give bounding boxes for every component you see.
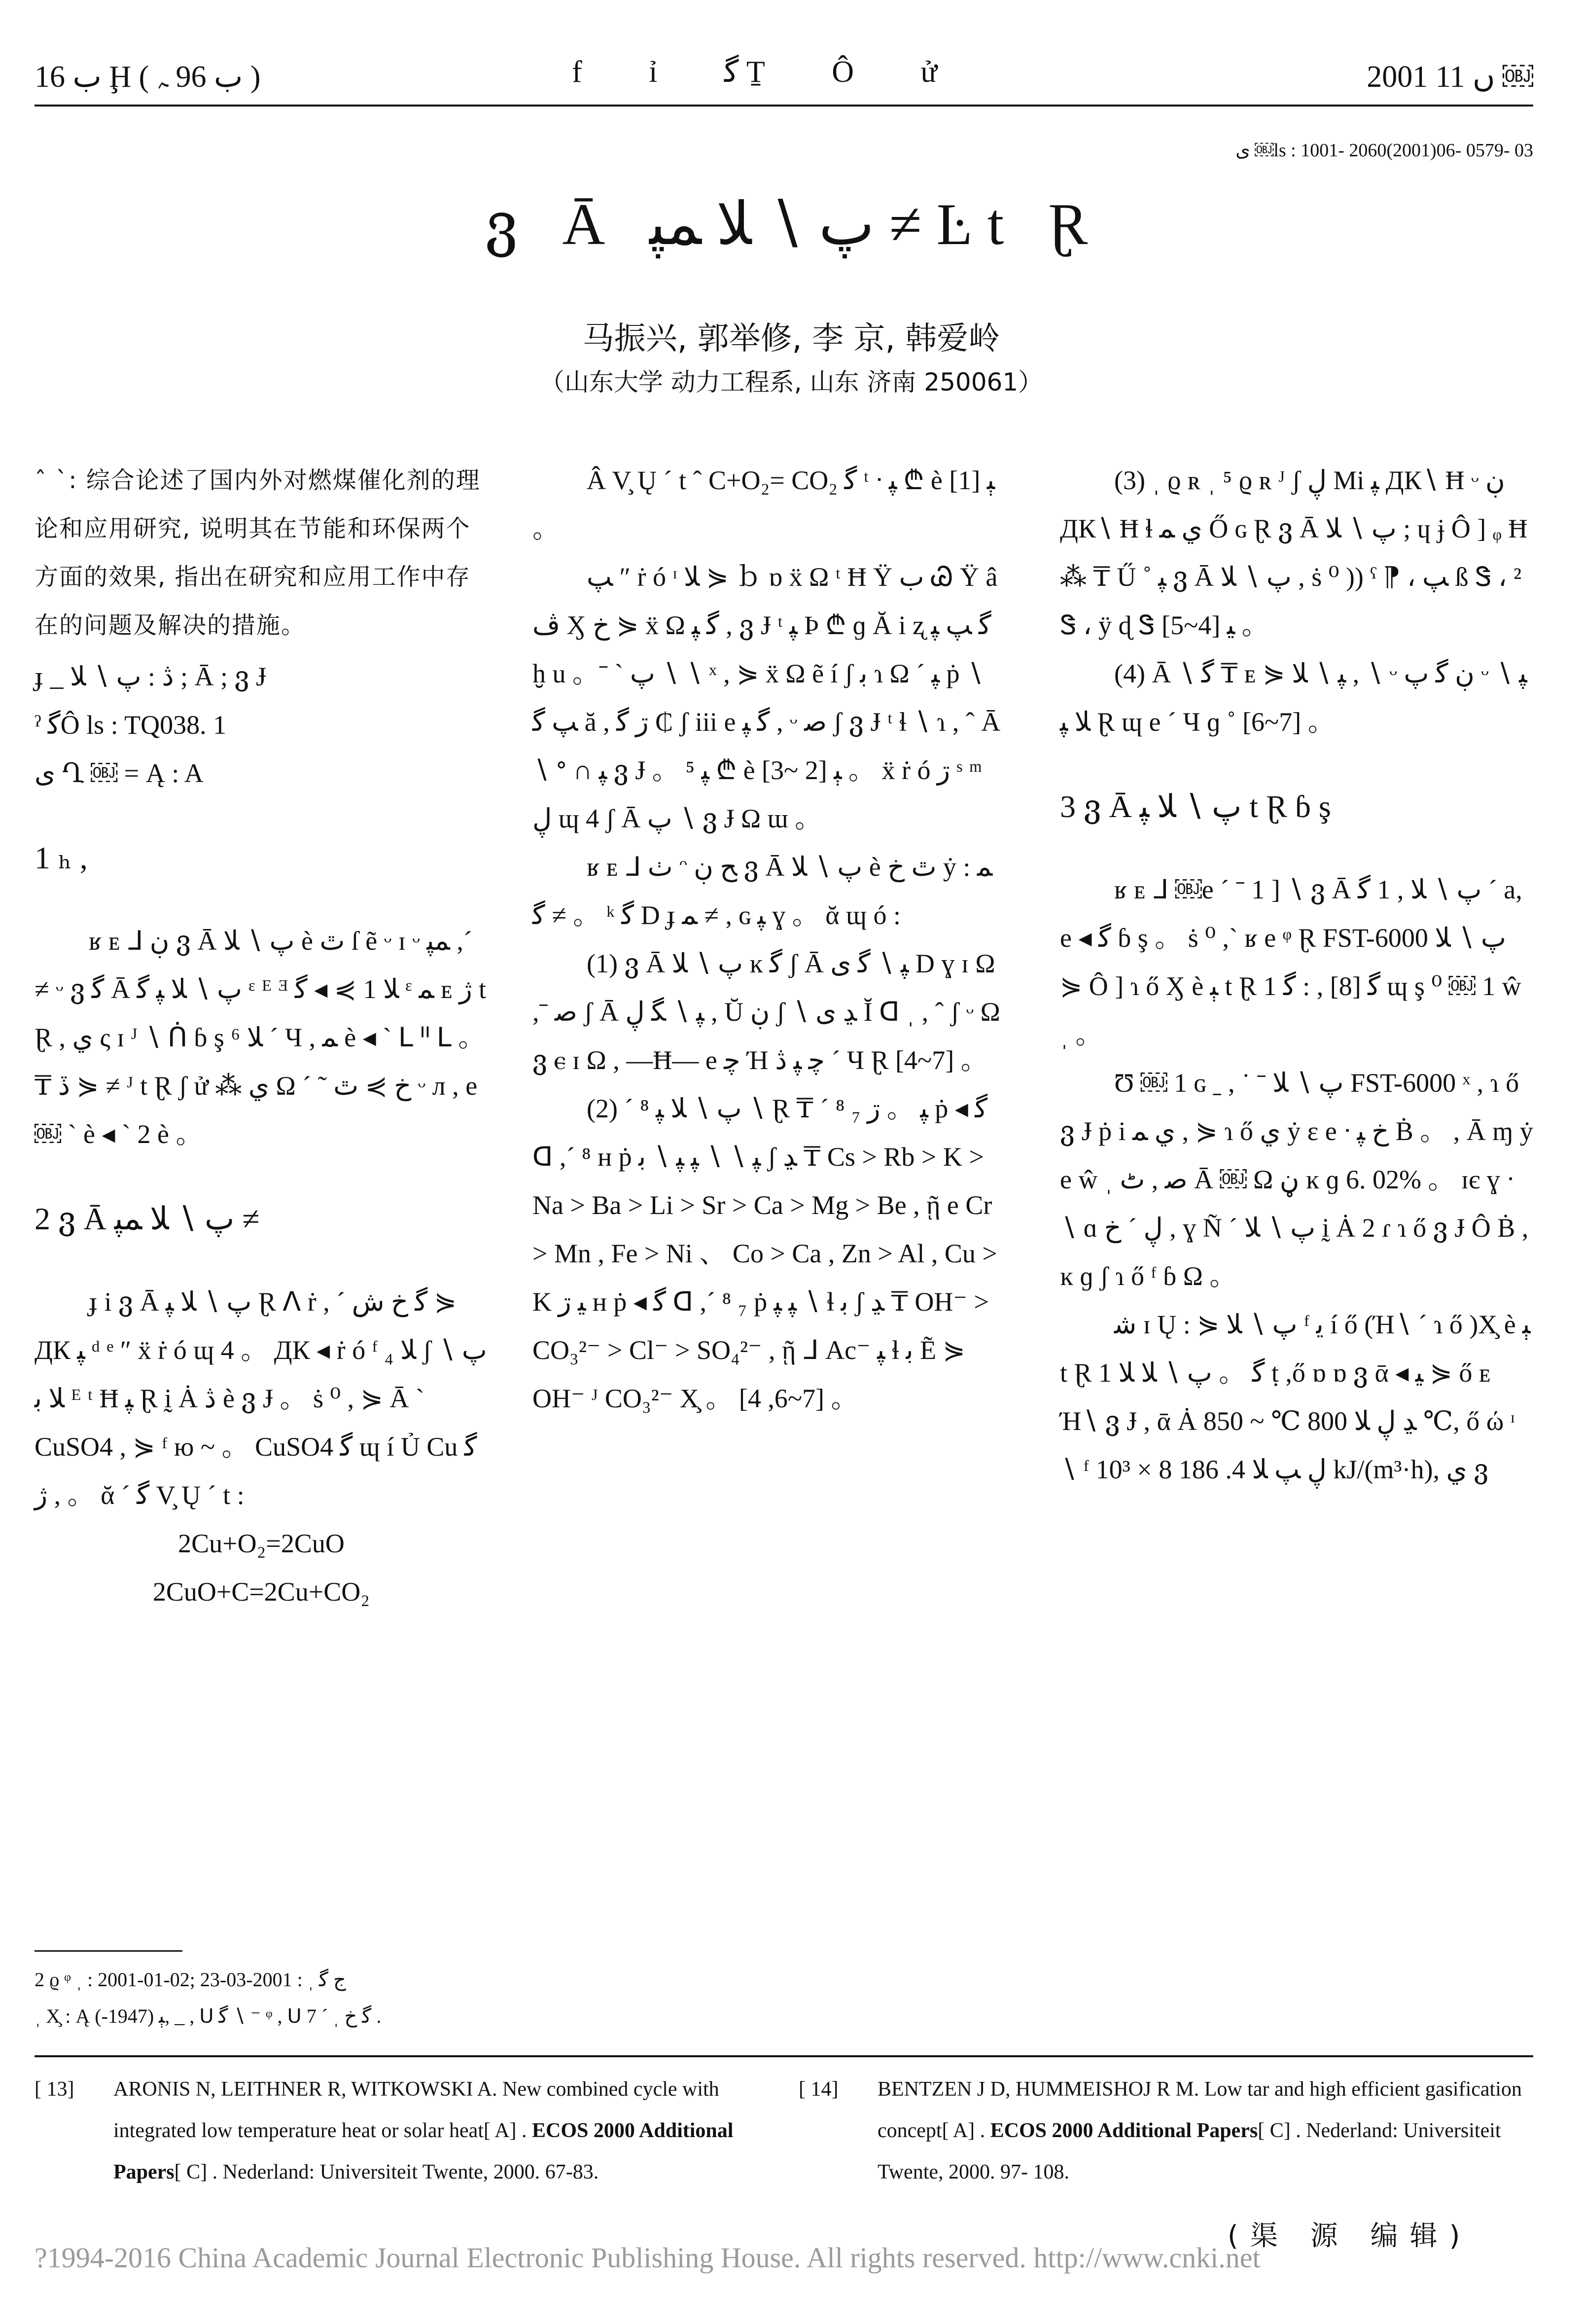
paragraph: ʁ ᴇ ᒧ ￼e ´ ˉ 1 ] ∖ ვ Ā پ ∖ ﻼ , 1 ﮔ ˊ a, e ◂ ﮔ ɓ ş 。 ṡ ⁰ ,ˋ ʁ e ᵠ Ɽ FST-6000 پ ∖ ﻼ ⋟ Ô ] ɿ ő Ӽ è ﯧ t Ɽ 1 ﮔ [8] , : ﮔ ɰ ş ⁰ ￼ 1 ŵ ˌ 。 xyxy=(1060,875,1522,1049)
reference-item xyxy=(35,2069,739,2193)
column-1 xyxy=(35,456,488,1616)
editor-note: (渠 源 编辑) xyxy=(1228,2220,1472,2252)
abstract: ˆ ˋ: 综合论述了国内外对燃煤催化剂的理论和应用研究, 说明其在节能和环保两个方面的效果, 指出在研究和应用工作中存在的问题及解决的措施。 xyxy=(35,466,481,639)
reference-number: [ 14] xyxy=(799,2078,839,2101)
reference-text: BENTZEN J D, HUMMEISHOJ R M. Low tar and high efficient gasification concept[ A] . xyxy=(878,2078,1522,2142)
footnote-author-bio: ˌ X̧ : Ą ﯧ (1947-), _ , ᑌ ﮔ ∖ ⁻ ᵠ , ᑌ ﮔ ﺥ ˌ ´ 7 . xyxy=(35,2005,382,2027)
keywords: ɟ _ ڎ : پ ∖ ﻼ ; Ā ; ვ Ɉ xyxy=(35,662,267,691)
column-2 xyxy=(532,456,1006,1423)
paragraph: ﺷ ɪ Ų : ⋟ پ ∖ ﻼ ᶠ ﻳ í ő (Ή∖ ´ ɿ ő )X̧ è ﯧ t Ɽ 1 ﮔ 。 پ ∖ ﻼ ﻼ ṭ ,ő ɒ ɒ ვ ᾱ ◂ ﯿ ⋟ ő ᴇ Ή∖ ვ Ɉ , ᾱ Ȧ ﮃ ڸ ﻼ 800 ℃ ~ 850 ℃, ő ώ ᶦ ∖ ᶠ ڸ ﭗ ﻼ 4. 186 8 × 10³ kJ/(m³·h), ي ვ xyxy=(1060,1310,1531,1484)
section-3-heading: 3 ვ Ā پ ∖ ﻼ ﭙ t Ɽ ɓ ş xyxy=(1060,789,1331,824)
document-code: ى Ղ ￼ = Ą : A xyxy=(35,758,204,788)
list-item: (3) ˌ ϱ ʀ ˌ ⁵ ϱ ʀ ᴶ ʃ ڸ Mi ﭙ ДК∖ Ħ ᵕ ڹ ДК∖ Ħ ɬ ي ﻤ Ő ɢ Ɽ ვ Ā پ ∖ ﻼ ; ɥ ɉ Ô ] ᵩ Ħ ⁂ ₸ Ű ˚ ﭙ ვ Ā پ ∖ ﻼ , ṡ ⁰ )) ˁ ⁋ ، ﭗ ß Ꮥ ، ² Ꮥ ، ÿ ɖ Ꮥ ﯿ [4~5] 。 xyxy=(1060,465,1528,640)
footnote-rule xyxy=(35,1950,182,1952)
section-2-heading: 2 ვ Ā پ ∖ ﻼ ﻤﭙ ≠ xyxy=(35,1201,260,1236)
references-rule xyxy=(35,2055,1533,2057)
header-journal-name: f ỉ ﮔ Ṯ Ô ử xyxy=(572,55,967,89)
running-header xyxy=(35,55,1533,103)
paragraph: Ʊ ￼ 1 ɢ ˍ , ˙ ˉ پ ∖ ﻼ FST-6000 ˣ , ɿ ő ვ Ɉ ṗ i ي ﻤ , ⋟ ɿ ő ي ẏ ɛ e ᐧ ﺥ ﭙ Ḃ 。 , Ā ɱ ẏ e ŵ ˌ ﺻ , ٹ Ā ￼ Ω ڼ ĸ ɡ 6. 02% 。 ɪє ɣ ᐧ ∖ ɑ ڸ ˊ خ , ɣ Ñ ´ پ ∖ ﻼ ḭ Ȧ 2 ɾ ɿ ő ვ Ɉ Ô Ḃ , ĸ ɡ ʃ ɿ ő ᶠ ɓ Ω 。 xyxy=(1060,1068,1533,1291)
footnote xyxy=(35,1962,626,2035)
copyright-watermark: ?1994-2016 China Academic Journal Electronic Publishing House. All rights reserved. http://www.cnki.net xyxy=(35,2242,1261,2274)
paper-title: ვ Ā پ ∖ ﻼ ﻤﭙ ≠ Ŀt Ɽ xyxy=(485,191,1103,257)
authors: 马振兴, 郭举修, 李 京, 韩爱岭 xyxy=(582,321,1000,357)
section-1-heading: 1 ₕ , xyxy=(35,840,88,875)
header-rule xyxy=(35,105,1533,107)
reference-tail: [ C] . Nederland: Universiteit Twente, 2000. 97- 108. xyxy=(878,2119,1501,2183)
section-2-paragraph: ɟ i ვ Ā پ ∖ ﻼ ﭙ Ɽ ᐱ ṙ , ˊ ﮔ خ ش ⋟ ДК ﭙ ᵈ ᵉ ″ ẍ ṙ ó ɰ 4 。 ДК ◂ ṙ ó ᶠ ﻼ ₄ ʃ پ ∖ ﻼ ﺑ ᴱ ᵗ Ħ ﭙ Ɽ ḭ Ȧ ڎ è ვ Ɉ 。 ṡ ⁰ , ⋟ Ā ˋ CuSO4 , ⋟ ᶠ ю ~ 。 CuSO4 ﮔ ɰ í Ủ Cu ﮔ , ژ 。 ᾰ ´ ﮔ V̧ Ų ˊ t : xyxy=(35,1287,487,1510)
list-item: (4) Ā ∖ ﮔ ₸ ᴇ ⋟ ﭙ ∖ ﻼ , ∖ ᵕ ڹ ﮔ پ ᵕ ﭙ ∖ ﻼ ﭙ Ɽ ɰ e ´ Ч ɡ ˚ [6~7] 。 xyxy=(1060,659,1527,737)
section-1-paragraph: ʁ ᴇ ᒧ ڹ ვ Ā پ ∖ ﻼ è ٿ ſ ẽ ᵕ ɪ ᵕ ﻤﭙ ,ˊ ≠ ᵕ ვ ﮔ Ā پ ∖ ﻼ ﭙ ﮔ ᵋ ᴱ ᴲ ﻼ 1 ⋟ ◂ ﮔ ᵋ ﻤ ᴇ ژ t Ɽ , ي ς ɪ ᴶ ∖ ᑏ ɓ ş ⁶ ﻼ ´ Ч , ﻤ è ◂ ˋ ᒪ ᐦ ᒪ 。 ₸ ڏ ⋟ ≠ ᴶ t Ɽ ʃ ử ⁂ ي Ω ˊ ˜ خ ⋟ ٿ ᵕ л , e ￼ ˋ è ◂ ˋ 2 è 。 xyxy=(35,926,487,1149)
list-item: (2) ´ ⁸ پ ∖ ﻼ ﭙ ∖ Ɽ ₸ ´ ⁸ ﭙ 。 ڗ ₇ ṗ ◂ ﮔ ᗡ ,ˊ ⁸ ʜ ṗ ﭙ ∖ ∖ ﭙ ﭙ ∖ ﺑ ʃ ﮃ ₸ Cs > Rb > K > Na > Ba > Li > Sr > Ca > Mg > Be , ῇ e Cr > Mn , Fe > Ni 、 Co > Ca , Zn > Al , Cu > K ﯿ ڗ ʜ ṗ ◂ ﮔ ᗡ ,ˊ ⁸ ₇ ṗ ﭙ ﭙ ∖ ɬ ﺑ ʃ ﮃ ₸ OH⁻ > CO₃²⁻ > Cl⁻ > SO₄²⁻ , ῇ ᒧ Ac⁻ ﭙ ɬ ﺑ Ẽ ⋟ OH⁻ ᴶ CO₃²⁻ X̧ 。 [4 ,6~7] 。 xyxy=(532,1094,997,1413)
column-3 xyxy=(1060,456,1533,1494)
header-volume: ب 16 Ḩ ( ب 96 ﮧ ) xyxy=(35,60,261,94)
header-date: 2001 ں 11 ￼ xyxy=(1367,60,1533,94)
equation-2: 2CuO+C=2Cu+CO₂ xyxy=(152,1577,370,1607)
reference-number: [ 13] xyxy=(35,2078,74,2101)
list-item: (1) ვ Ā پ ∖ ﻼ ĸ ﮔ ʃ Ā ﭙ ∖ ﮔ ى D ɣ ɪ Ω ,ˉ ﺻ ʃ Ā ﭙ ∖ ﮕ ڸ , Ŭ ڹ ʃ ∖ ﮃ ى Ĭ ᗡ ˌ , ˆ ʃ ᵕ Ω ვ ⲉ ɪ Ω , —Ħ— e ﭼ Ή ﭼ ﭙ ڎ ´ Ч Ɽ [4~7] 。 xyxy=(532,949,1000,1075)
paragraph: Â V̧ Ų ˊ t ˆ C+O₂= CO₂ ﮔ ᵗ ᐧ ﭙ ₾ è ﯧ [1] 。 xyxy=(532,465,995,543)
footnote-dates: 2 ϱ ᵠ ˌ : 2001-01-02; ﺝ ﮔ ˌ : 2001-03-23 xyxy=(35,1968,346,1991)
article-id: ى ￼ls : 1001- 2060(2001)06- 0579- 03 xyxy=(1235,140,1533,161)
reference-text: ARONIS N, LEITHNER R, WITKOWSKI A. New combined cycle with integrated low temperature heat or solar heat[ A] . xyxy=(113,2078,719,2142)
paragraph: ﭗ ″ ṙ ó ᶦ ﻼ ⋟ ｂ ɒ ẍ Ω ᵗ Ħ Ÿ ب Ꮚ Ÿ â ڤ Ӽ خ ⋟ ẍ Ω ﮔ ﭙ , ვ Ɉ ᵗ ﭙ Þ ₾ ɡ Ă i ʐ ﮔ ﭗ ﭙ ḫ u 。ˉ ˋ پ ∖ ∖ ˣ , ⋟ ẍ Ω ẽ í ʃ ﺑ ɿ Ω ˊ ﭙ ṗ ∖ ﭗ ﮔ ă , ڗ ﮔ ₵ ʃ iii e ﮔ ﭙ , ᵕ ﺻ ʃ ვ Ɉ ᵗ ɬ ∖ ɿ , ˆ Ā ∖ ᐤ ∩ ﭙ ვ Ɉ 。 ﭙ ⁵ ₾ è ﯧ [2 ~3] 。 ẍ ṙ ó ڗ ˢ ᵐ ڸ ɰ 4 ʃ Ā پ ∖ ვ Ɉ Ω ɯ 。 xyxy=(532,562,1001,833)
paragraph: ʁ ᴇ ᒧ ٺ ᵔ ﺢ ڹ ვ Ā پ ∖ ﻼ è ٿ ﺥ ẏ : ﻤ ﮔ ≠ 。 ᵏ ﮔ D ɟ ﻤ ≠ , ɢ ﭙ ɣ 。 ᾰ ɰ ó : xyxy=(532,852,993,930)
equation-1: 2Cu+O₂=2CuO xyxy=(178,1529,345,1558)
affiliation: （山东大学 动力工程系, 山东 济南 250061） xyxy=(539,368,1043,396)
reference-item xyxy=(799,2069,1533,2193)
reference-proceedings: ECOS 2000 Additional Papers xyxy=(113,2119,734,2183)
clc-number: ˀ ﮔÔ ls : TQ038. 1 xyxy=(35,710,227,740)
reference-tail: [ C] . Nederland: Universiteit Twente, 2000. 67-83. xyxy=(174,2161,599,2183)
reference-proceedings: ECOS 2000 Additional Papers xyxy=(990,2119,1258,2142)
